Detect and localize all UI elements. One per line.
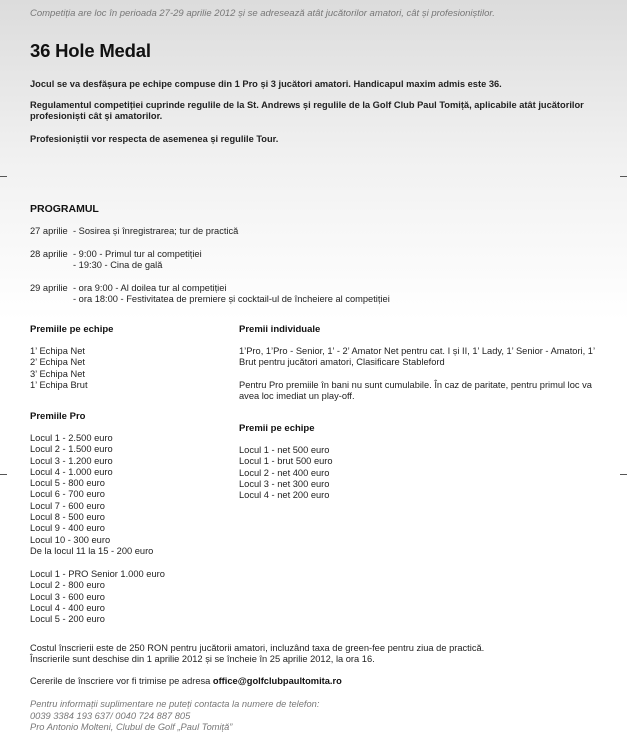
contact-info — [30, 699, 319, 734]
contact-phone: 0039 3384 193 637/ 0040 724 887 805 — [30, 710, 191, 721]
list-item: Locul 1 - 2.500 euro — [30, 433, 113, 443]
schedule-item: - 19:30 - Cina de gală — [73, 260, 163, 270]
list-item: Locul 3 - net 300 euro — [239, 478, 330, 489]
pro-prizes-heading: Premiile Pro — [30, 411, 86, 422]
list-item: 3’ Echipa Net — [30, 368, 85, 379]
list-item: Locul 8 - 500 euro — [30, 512, 105, 523]
schedule-date: 27 aprilie — [30, 226, 68, 236]
email-link[interactable]: office@golfclubpaultomita.ro — [212, 676, 342, 686]
list-item: 1’ Echipa Net — [30, 346, 85, 356]
team-prizes-right-list — [239, 445, 333, 501]
team-prizes-heading: Premiile pe echipe — [30, 324, 114, 335]
list-item: 2’ Echipa Net — [30, 357, 85, 368]
registration-email-line — [30, 676, 342, 687]
pro-senior-prizes-list — [30, 569, 165, 625]
email-prefix: Cererile de înscriere vor fi trimise pe adresa — [30, 676, 213, 686]
schedule-item: - Sosirea și înregistrarea; tur de practică — [73, 226, 239, 236]
list-item: De la locul 11 la 15 - 200 euro — [30, 545, 154, 556]
list-item: Locul 1 - brut 500 euro — [239, 456, 333, 467]
crop-mark-left-bottom — [0, 474, 7, 475]
list-item: Locul 2 - net 400 euro — [239, 467, 330, 478]
intro-text: Competiția are loc în perioada 27-29 aprilie 2012 și se adresează atât jucătorilor amatori, cât și profesioniștilor. — [30, 8, 495, 19]
schedule-item: - ora 9:00 - Al doilea tur al competiției — [73, 283, 227, 293]
crop-mark-right-bottom — [620, 474, 627, 475]
list-item: Locul 4 - 1.000 euro — [30, 466, 113, 477]
registration-info — [30, 643, 484, 666]
contact-line: Pro Antonio Molteni, Clubul de Golf „Paul Tomiță” — [30, 722, 233, 733]
schedule-item: - 9:00 - Primul tur al competiției — [73, 249, 202, 259]
paragraph-tour-rules: Profesioniștii vor respecta de asemenea și regulile Tour. — [30, 134, 279, 144]
individual-prizes-text: 1’Pro, 1’Pro - Senior, 1’ - 2’ Amator Net pentru cat. I și II, 1’ Lady, 1’ Senior - Amatori, 1’ Brut pentru jucători amatori, Clasificare Stableford — [239, 346, 595, 367]
schedule-date: 29 aprilie — [30, 283, 68, 293]
crop-mark-right-top — [620, 176, 627, 177]
individual-prizes-note: Pentru Pro premiile în bani nu sunt cumulabile. În caz de paritate, pentru primul loc va avea loc imediat un play-off. — [239, 380, 592, 401]
team-prizes-right-heading: Premii pe echipe — [239, 423, 315, 434]
list-item: Locul 9 - 400 euro — [30, 523, 105, 534]
list-item: Locul 6 - 700 euro — [30, 489, 105, 500]
schedule-item: - ora 18:00 - Festivitatea de premiere și cocktail-ul de încheiere al competiției — [73, 294, 390, 304]
program-heading: PROGRAMUL — [30, 203, 99, 215]
list-item: Locul 7 - 600 euro — [30, 500, 105, 511]
list-item: Locul 3 - 1.200 euro — [30, 455, 113, 466]
list-item: 1’ Echipa Brut — [30, 379, 88, 390]
list-item: Locul 4 - net 200 euro — [239, 490, 330, 501]
schedule-day — [30, 226, 238, 237]
contact-line: Pentru informații suplimentare ne puteți contacta la numere de telefon: — [30, 699, 320, 709]
list-item: Locul 5 - 200 euro — [30, 614, 105, 625]
registration-cost: Costul înscrierii este de 250 RON pentru jucătorii amatori, incluzând taxa de green-fee pentru ziua de practică. — [30, 643, 485, 653]
schedule-day — [30, 249, 202, 271]
paragraph-regulations: Regulamentul competiției cuprinde regulile de la St. Andrews și regulile de la Golf Club Paul Tomiță, aplicabile atât jucătorilor profesioniști cât și amatorilor. — [30, 100, 584, 121]
team-prizes-list — [30, 346, 88, 391]
crop-mark-left-top — [0, 176, 7, 177]
list-item: Locul 3 - 600 euro — [30, 591, 105, 602]
list-item: Locul 2 - 1.500 euro — [30, 444, 113, 455]
list-item: Locul 1 - PRO Senior 1.000 euro — [30, 569, 165, 579]
list-item: Locul 10 - 300 euro — [30, 534, 111, 545]
pro-prizes-list — [30, 433, 153, 557]
list-item: Locul 4 - 400 euro — [30, 602, 105, 613]
registration-dates: Înscrierile sunt deschise din 1 aprilie 2012 și se încheie în 25 aprilie 2012, la ora 16. — [30, 654, 375, 665]
paragraph-team-rules: Jocul se va desfășura pe echipe compuse din 1 Pro și 3 jucători amatori. Handicapul maxim admis este 36. — [30, 79, 502, 89]
schedule-date: 28 aprilie — [30, 249, 68, 259]
list-item: Locul 1 - net 500 euro — [239, 445, 330, 455]
page-title: 36 Hole Medal — [30, 40, 151, 61]
schedule-day — [30, 283, 390, 305]
individual-prizes-heading: Premii individuale — [239, 324, 321, 335]
list-item: Locul 2 - 800 euro — [30, 580, 105, 591]
list-item: Locul 5 - 800 euro — [30, 478, 105, 489]
